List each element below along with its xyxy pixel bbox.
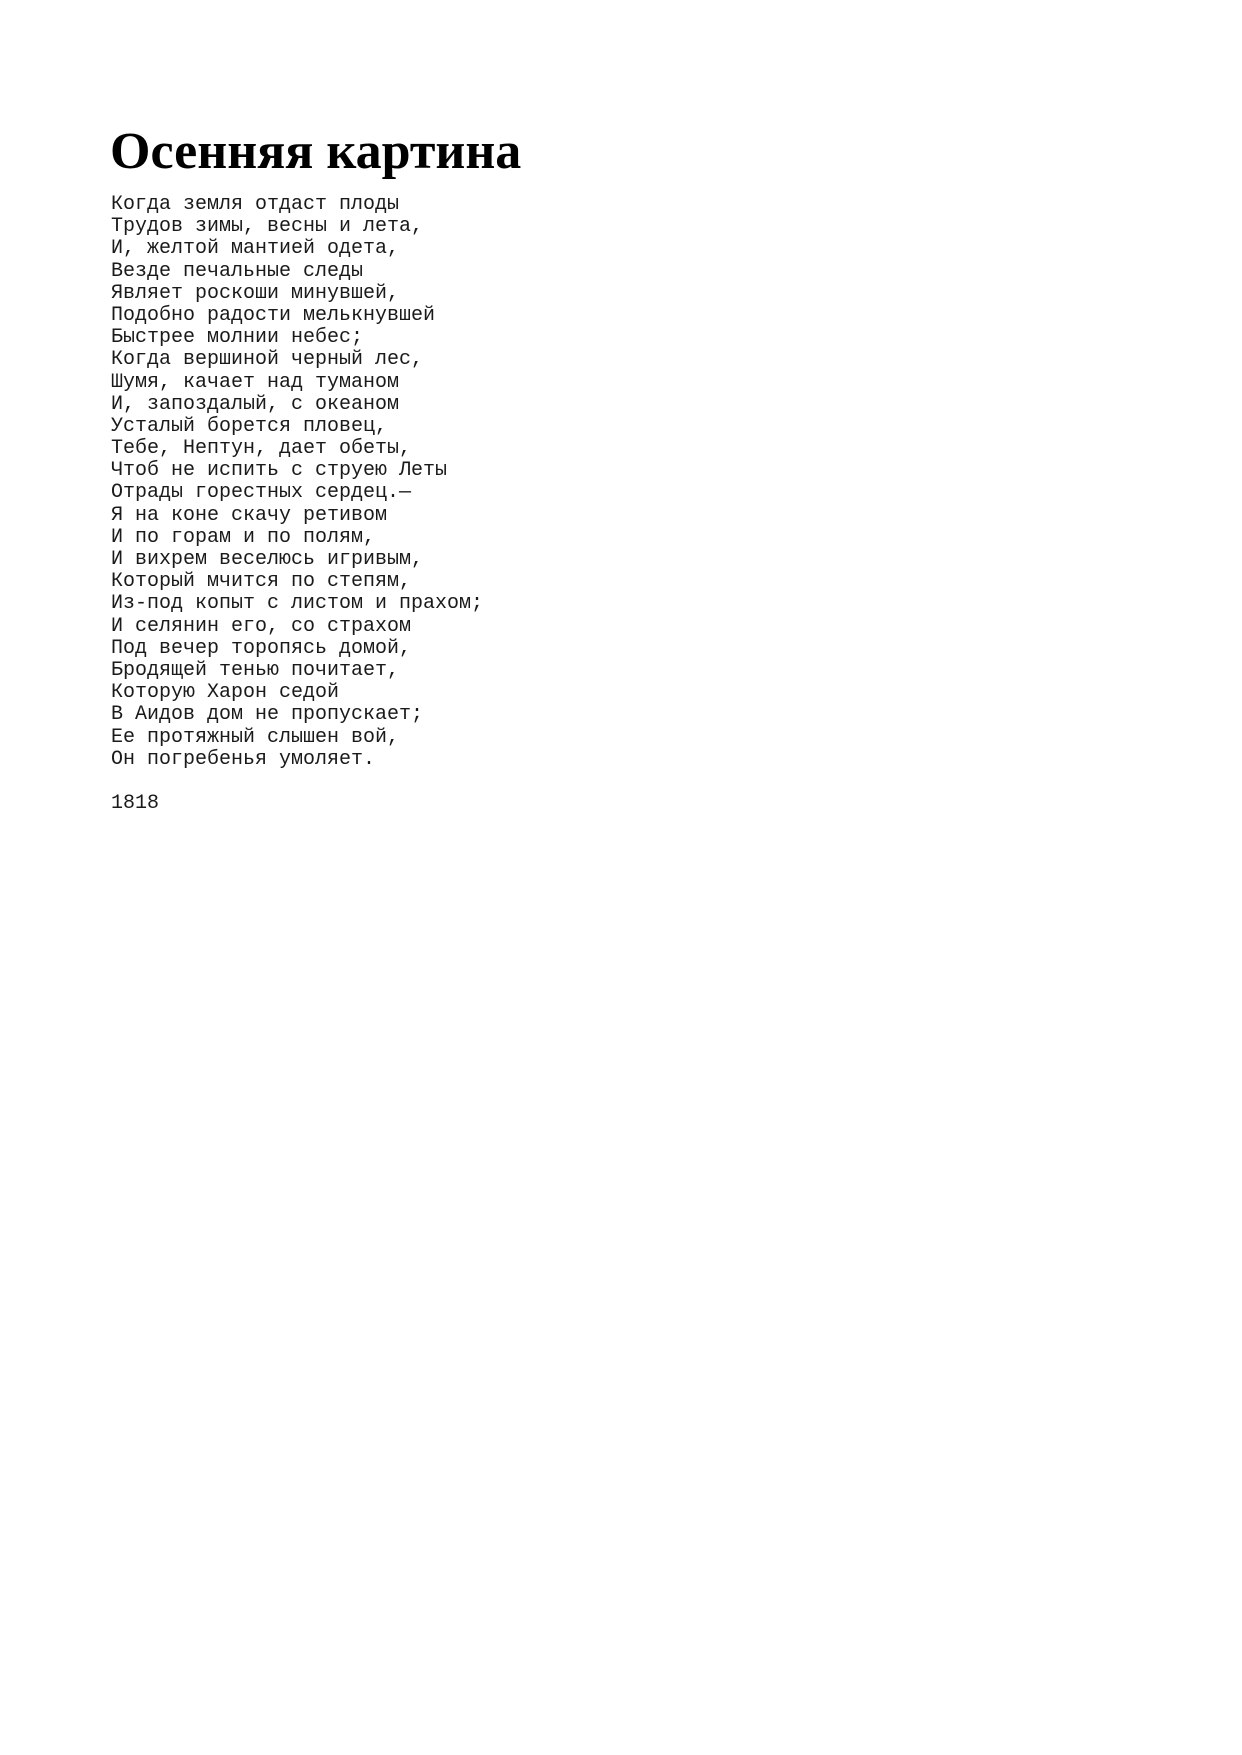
poem-line: Который мчится по степям, bbox=[111, 570, 412, 594]
poem-line: Тебе, Нептун, дает обеты, bbox=[111, 437, 412, 461]
poem-line: Которую Харон седой bbox=[111, 681, 340, 705]
poem-line: Я на коне скачу ретивом bbox=[111, 503, 388, 527]
poem-line: Когда вершиной черный лес, bbox=[111, 348, 424, 372]
poem-line: Быстрее молнии небес; bbox=[111, 326, 364, 350]
poem-line: И, запоздалый, с океаном bbox=[111, 392, 400, 416]
poem-line: Он погребенья умоляет. bbox=[111, 747, 376, 771]
poem-line: И, желтой мантией одета, bbox=[111, 237, 400, 261]
poem-line: Подобно радости мелькнувшей bbox=[111, 303, 436, 327]
poem-line: Усталый борется пловец, bbox=[111, 414, 388, 438]
poem-line: Трудов зимы, весны и лета, bbox=[111, 215, 424, 239]
poem-title: Осенняя картина bbox=[110, 123, 522, 180]
poem-line: Под вечер торопясь домой, bbox=[111, 636, 412, 660]
poem-line: И вихрем веселюсь игривым, bbox=[111, 548, 424, 571]
poem-line: Шумя, качает над туманом bbox=[111, 370, 400, 394]
poem-year: 1818 bbox=[111, 792, 160, 815]
poem-line: Отрады горестных сердец.— bbox=[111, 481, 412, 505]
poem-line: Являет роскоши минувшей, bbox=[111, 281, 400, 305]
poem-line: Чтоб не испить с струею Леты bbox=[111, 459, 448, 483]
poem-line: Бродящей тенью почитает, bbox=[111, 658, 400, 682]
poem-line: В Аидов дом не пропускает; bbox=[111, 703, 424, 727]
poem-line: Ее протяжный слышен вой, bbox=[111, 725, 400, 749]
poem-line: Везде печальные следы bbox=[111, 259, 364, 283]
poem-line: Из-под копыт с листом и прахом; bbox=[111, 592, 484, 616]
poem-line: И селянин его, со страхом bbox=[111, 614, 412, 638]
poem-line: Когда земля отдаст плоды bbox=[111, 193, 400, 216]
poem-body bbox=[111, 194, 483, 771]
poem-line: И по горам и по полям, bbox=[111, 525, 376, 549]
